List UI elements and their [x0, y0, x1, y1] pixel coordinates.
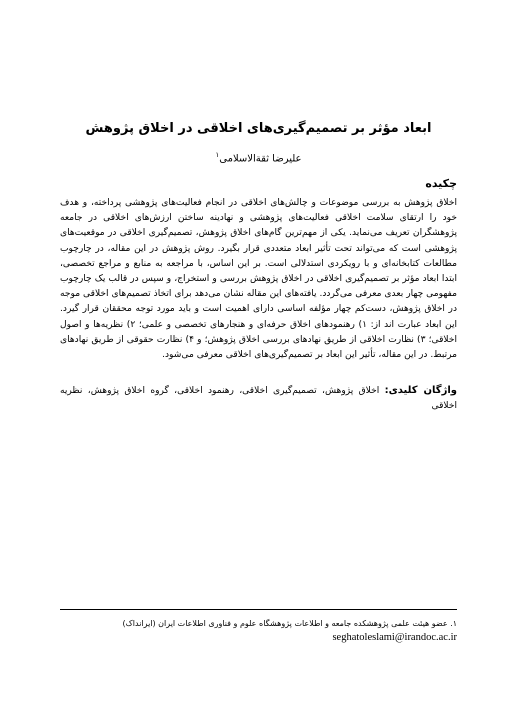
- keywords-text: اخلاق پژوهش، تصمیم‌گیری اخلاقی، رهنمود اخلاقی، گروه اخلاق پژوهش، نظریه اخلاقی: [60, 386, 457, 412]
- keywords-paragraph: [60, 383, 457, 414]
- footnote-divider: [60, 609, 457, 610]
- footnote-email: seghatoleslami@irandoc.ac.ir: [332, 632, 457, 643]
- keywords-label: واژگان کلیدی:: [384, 385, 457, 396]
- abstract-body: اخلاق پژوهش به بررسی موضوعات و چالش‌های اخلاقی در انجام فعالیت‌های پژوهشی پرداخته، و هدف خود را ارتقای سلامت اخلاقی فعالیت‌های پژوهشی و نهادینه ساختن ارزش‌های اخلاقی در جامعه پژوهشگران تعریف می‌نماید. یکی از مهم‌ترین گام‌های اخلاق پژوهش، تصمیم‌گیری اخلاقی در موقعیت‌های پژوهشی است که می‌تواند تحت تأثیر ابعاد متعددی قرار بگیرد. روش پژوهش در این مقاله، در چارچوب مطالعات کتابخانه‌ای و با رویکردی استدلالی است. بر این اساس، با مراجعه به منابع و مراجع تخصصی، ابتدا ابعاد مؤثر بر تصمیم‌گیری اخلاقی در اخلاق پژوهش بررسی و استخراج، و سپس در قالب یک چارچوب مفهومی چهار بعدی معرفی می‌گردد. یافته‌های این مقاله نشان می‌دهد برای اتخاذ تصمیم‌های اخلاقی موجه در اخلاق پژوهش، دست‌کم چهار مؤلفه اساسی دارای اهمیت است و باید مورد توجه محققان قرار گیرد. این ابعاد عبارت اند از: ۱) رهنمودهای اخلاق حرفه‌ای و هنجارهای تخصصی و علمی؛ ۲) نظریه‌ها و اصول اخلاقی؛ ۳) نظارت اخلاقی از طریق نهادهای بررسی اخلاق پژوهش؛ و ۴) نظارت حقوقی از طریق نهادهای مرتبط. در این مقاله، تأثیر این ابعاد بر تصمیم‌گیری‌های اخلاقی معرفی می‌شود.: [60, 198, 457, 361]
- author-name: علیرضا ثقة‌الاسلامی: [219, 153, 302, 165]
- author-line: [40, 148, 477, 166]
- paper-title: ابعاد مؤثر بر تصمیم‌گیری‌های اخلاقی در اخلاق پژوهش: [85, 121, 432, 136]
- footnote-affiliation: ۱. عضو هیئت علمی پژوهشکده جامعه و اطلاعات پژوهشگاه علوم و فناوری اطلاعات ایران (ایرانداک): [122, 619, 457, 628]
- author-footnote-marker: ۱: [215, 151, 220, 159]
- abstract-heading: چکیده: [425, 177, 457, 190]
